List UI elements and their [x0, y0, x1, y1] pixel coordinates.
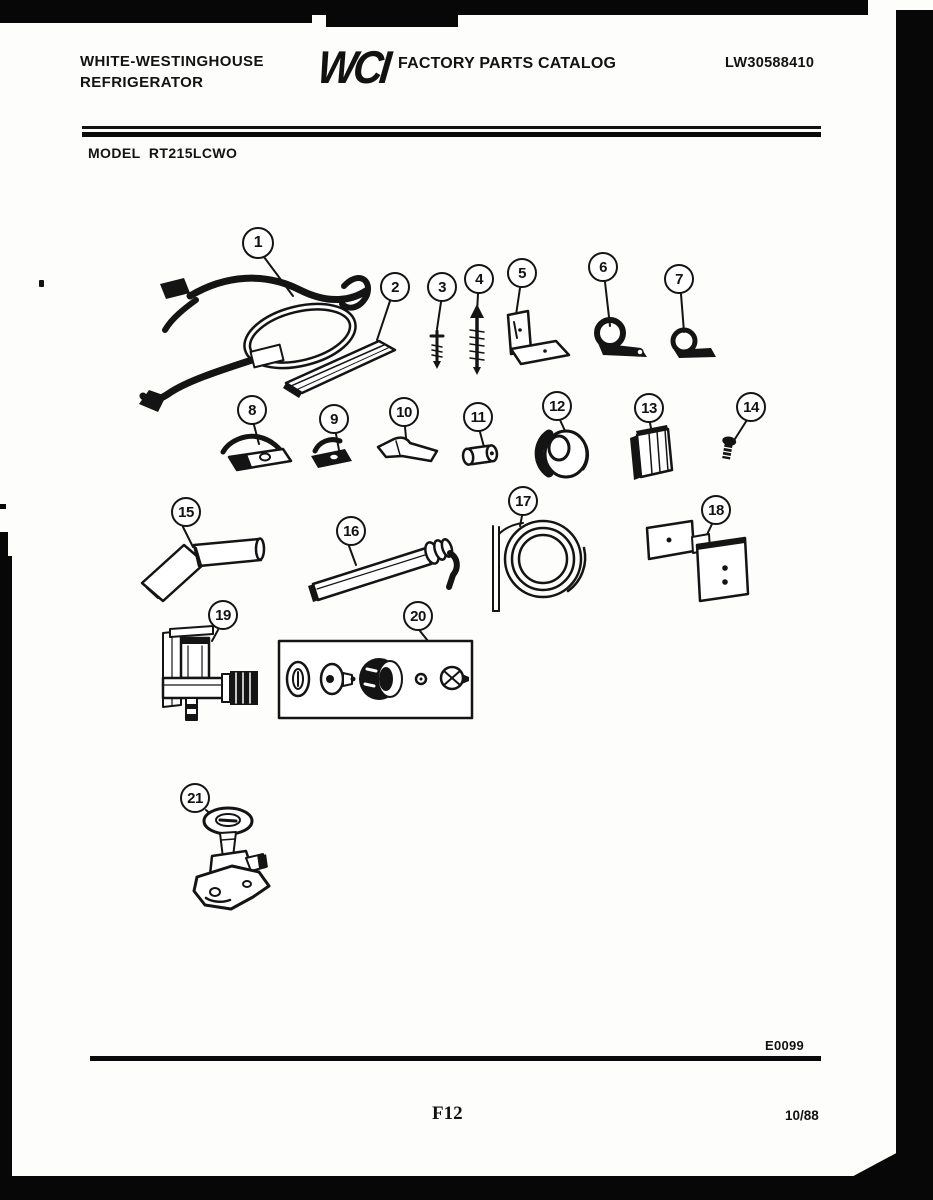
date-code: 10/88	[785, 1108, 819, 1123]
callout-5: 5	[507, 258, 537, 288]
callout-13: 13	[634, 393, 664, 423]
catalog-title: FACTORY PARTS CATALOG	[398, 55, 617, 72]
diagram-code: E0099	[765, 1038, 805, 1053]
callout-2: 2	[380, 272, 410, 302]
part-18-bracket	[647, 521, 748, 601]
page-number: F12	[432, 1103, 463, 1124]
brand-line-2: REFRIGERATOR	[80, 74, 204, 91]
part-20-fitting-kit	[279, 641, 472, 718]
part-17-tubing-coil	[493, 521, 585, 611]
callout-21: 21	[180, 783, 210, 813]
part-1-tubing-harness	[139, 278, 368, 412]
part-16-fill-tube	[308, 538, 457, 602]
part-12-grommet	[539, 431, 587, 477]
callout-3: 3	[427, 272, 457, 302]
callout-8: 8	[237, 395, 267, 425]
part-8-clip	[223, 436, 291, 470]
part-10-clip	[378, 438, 437, 461]
part-21-saddle-valve	[194, 808, 269, 909]
callout-19: 19	[208, 600, 238, 630]
part-11-spacer	[462, 445, 498, 466]
part-4-screw	[470, 304, 484, 375]
callout-17: 17	[508, 486, 538, 516]
part-3-screw	[431, 331, 443, 369]
callout-9: 9	[319, 404, 349, 434]
callout-15: 15	[171, 497, 201, 527]
part-5-bracket	[508, 311, 569, 364]
publication-number: LW30588410	[725, 55, 815, 71]
callout-14: 14	[736, 392, 766, 422]
model-number: MODEL RT215LCWO	[88, 145, 238, 161]
callout-7: 7	[664, 264, 694, 294]
part-19-water-valve	[163, 626, 258, 720]
part-15-elbow-tube	[142, 539, 264, 602]
part-7-clamp	[673, 330, 716, 358]
part-14-bolt	[719, 435, 737, 460]
part-6-clamp	[597, 320, 647, 357]
wci-logo: WCI	[315, 41, 391, 93]
callout-20: 20	[403, 601, 433, 631]
callout-10: 10	[389, 397, 419, 427]
part-9-clip	[311, 440, 352, 468]
callout-12: 12	[542, 391, 572, 421]
callout-11: 11	[463, 402, 493, 432]
part-13-pad	[630, 425, 672, 480]
callout-1: 1	[242, 227, 274, 259]
callout-4: 4	[464, 264, 494, 294]
callout-16: 16	[336, 516, 366, 546]
callout-18: 18	[701, 495, 731, 525]
brand-line-1: WHITE-WESTINGHOUSE	[80, 53, 264, 70]
callout-6: 6	[588, 252, 618, 282]
